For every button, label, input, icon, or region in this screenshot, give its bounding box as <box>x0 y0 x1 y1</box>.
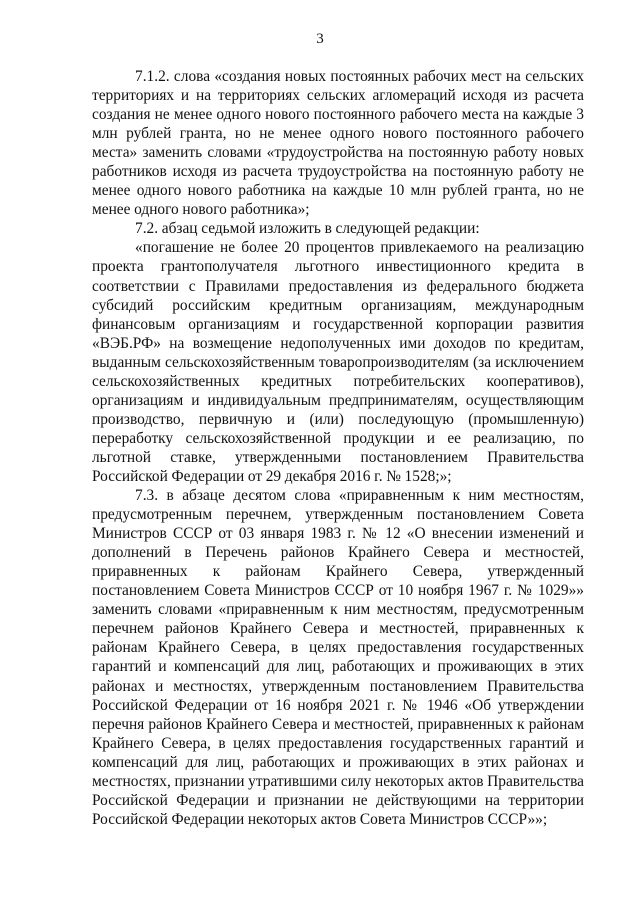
paragraph-7-3: 7.3. в абзаце десятом слова «приравненным к ним местностям, предусмотренным перечнем, утвержденным постановлением Совета Министров СССР от 03 января 1983 г. № 12 «О внесении изменений и дополнений в Перечень районов Крайнего Севера и местностей, приравненных к районам Крайнего Севера, утвержденный постановлением Совета Министров СССР от 10 ноября 1967 г. № 1029»» заменить словами «приравненным к ним местностям, предусмотренным перечнем районов Крайнего Севера и местностей, приравненных к районам Крайнего Севера, в целях предоставления государственных гарантий и компенсаций для лиц, работающих и проживающих в этих районах и местностях, утвержденным постановлением Правительства Российской Федерации от 16 ноября 2021 г. № 1946 «Об утверждении перечня районов Крайнего Севера и местностей, приравненных к районам Крайнего Севера, в целях предоставления государственных гарантий и компенсаций для лиц, работающих и проживающих в этих районах и местностях, признании утратившими силу некоторых актов Правительства Российской Федерации и признании не действующими на территории Российской Федерации некоторых актов Совета Министров СССР»»; <box>92 487 584 828</box>
paragraph-7-2-new-wording: «погашение не более 20 процентов привлекаемого на реализацию проекта грантополучателя льготного инвестиционного кредита в соответствии с Правилами предоставления из федерального бюджета субсидий российским кредитным организациям, международным финансовым организациям и государственной корпорации развития «ВЭБ.РФ» на возмещение недополученных ими доходов по кредитам, выданным сельскохозяйственным товаропроизводителям (за исключением сельскохозяйственных кредитных потребительских кооперативов), организациям и индивидуальным предпринимателям, осуществляющим производство, первичную и (или) последующую (промышленную) переработку сельскохозяйственной продукции и ее реализацию, по льготной ставке, утвержденными постановлением Правительства Российской Федерации от 29 декабря 2016 г. № 1528;»; <box>92 239 584 485</box>
page-number: 3 <box>316 31 324 47</box>
document-body <box>92 67 584 829</box>
paragraph-7-1-2: 7.1.2. слова «создания новых постоянных рабочих мест на сельских территориях и на территориях сельских агломераций исходя из расчета создания не менее одного нового постоянного рабочего места на каждые 3 млн рублей гранта, но не менее одного нового постоянного рабочего места» заменить словами «трудоустройства на постоянную работу новых работников исходя из расчета трудоустройства на постоянную работу не менее одного нового работника на каждые 10 млн рублей гранта, но не менее одного нового работника»; <box>92 68 584 219</box>
paragraph-7-2: 7.2. абзац седьмой изложить в следующей редакции: <box>135 220 480 238</box>
